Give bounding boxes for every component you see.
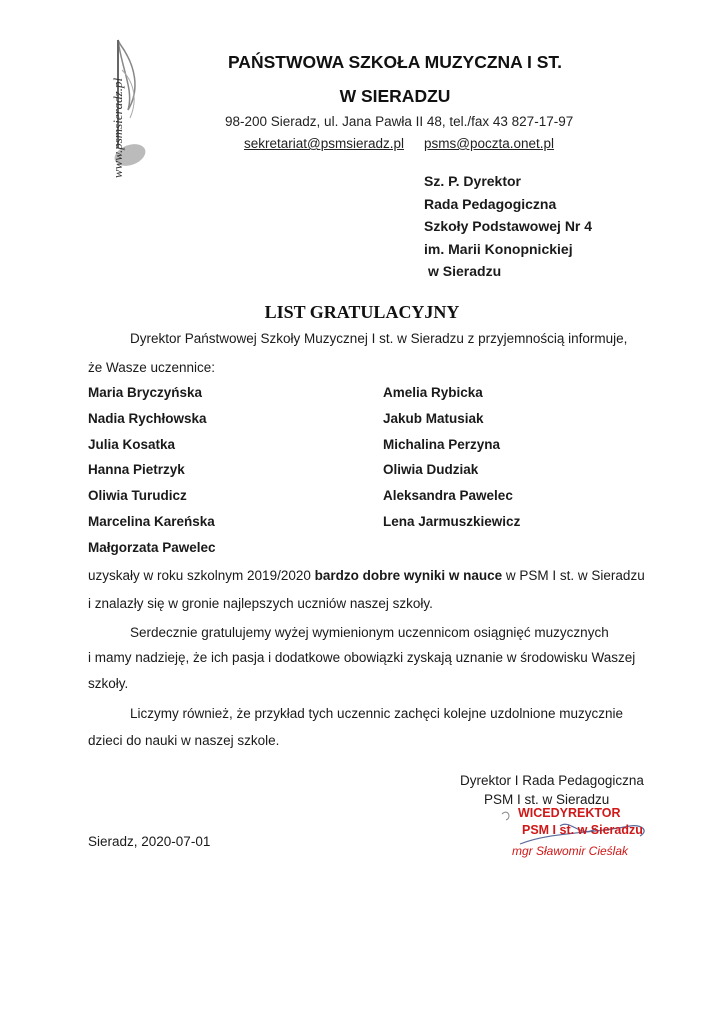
recipient-line: Sz. P. Dyrektor [424, 173, 522, 189]
student-name: Lena Jarmuszkiewicz [383, 513, 521, 529]
hope-line: Liczymy również, że przykład tych uczennic zachęci kolejne uzdolnione muzycznie [130, 706, 623, 721]
signature-line: Dyrektor I Rada Pedagogiczna [460, 773, 644, 788]
hope-line: dzieci do nauki w naszej szkole. [88, 733, 280, 748]
intro-line: że Wasze uczennice: [88, 360, 216, 375]
signature-line: PSM I st. w Sieradzu [484, 792, 610, 807]
student-name: Hanna Pietrzyk [88, 462, 185, 478]
result-text-pre: uzyskały w roku szkolnym 2019/2020 [88, 568, 315, 583]
student-name: Oliwia Dudziak [383, 462, 479, 478]
student-names-right [383, 380, 520, 535]
school-logo [70, 30, 150, 190]
student-names-left [88, 380, 216, 561]
result-line: i znalazły się w gronie najlepszych uczniów naszej szkoły. [88, 596, 433, 611]
student-name: Julia Kosatka [88, 436, 176, 452]
intro-line: Dyrektor Państwowej Szkoły Muzycznej I st. w Sieradzu z przyjemnością informuje, [130, 331, 628, 346]
logo-url-text: www.psmsieradz.pl [110, 77, 125, 179]
recipient-block [424, 170, 592, 283]
result-text-post: w PSM I st. w Sieradzu [502, 568, 645, 583]
school-emails [244, 136, 554, 151]
student-name: Marcelina Kareńska [88, 513, 215, 529]
student-name: Michalina Perzyna [383, 436, 501, 452]
letter-title: LIST GRATULACYJNY [264, 302, 460, 322]
student-name: Małgorzata Pawelec [88, 539, 216, 555]
school-address: 98-200 Sieradz, ul. Jana Pawła II 48, tel./fax 43 827-17-97 [225, 114, 574, 129]
email-link-secretariat[interactable]: sekretariat@psmsieradz.pl [244, 136, 405, 151]
email-link-psms[interactable]: psms@poczta.onet.pl [424, 136, 555, 151]
result-line [88, 568, 645, 583]
congrats-line: Serdecznie gratulujemy wyżej wymienionym uczennicom osiągnięć muzycznych [130, 625, 609, 640]
congrats-line: i mamy nadzieję, że ich pasja i dodatkowe obowiązki zyskają uznanie w środowisku Waszej [88, 650, 636, 665]
stamp-title: WICEDYREKTOR [518, 806, 621, 820]
recipient-line: w Sieradzu [428, 263, 502, 279]
recipient-line: Rada Pedagogiczna [424, 195, 557, 212]
student-name: Amelia Rybicka [383, 385, 483, 400]
student-name: Maria Bryczyńska [88, 385, 203, 400]
date-place: Sieradz, 2020-07-01 [88, 834, 211, 849]
congrats-line: szkoły. [88, 676, 129, 691]
school-name-line2: W SIERADZU [339, 86, 451, 106]
student-name: Oliwia Turudicz [88, 488, 187, 504]
recipient-line: im. Marii Konopnickiej [424, 240, 573, 257]
recipient-line: Szkoły Podstawowej Nr 4 [424, 218, 593, 234]
stamp-person: mgr Sławomir Cieślak [512, 844, 629, 858]
school-name-line1: PAŃSTWOWA SZKOŁA MUZYCZNA I ST. [227, 52, 563, 72]
result-highlight: bardzo dobre wyniki w nauce [314, 568, 503, 583]
student-name: Nadia Rychłowska [88, 410, 207, 426]
student-name: Aleksandra Pawelec [383, 488, 513, 504]
student-name: Jakub Matusiak [383, 410, 484, 426]
stamp-school: PSM I st. w Sieradzu [522, 823, 643, 837]
